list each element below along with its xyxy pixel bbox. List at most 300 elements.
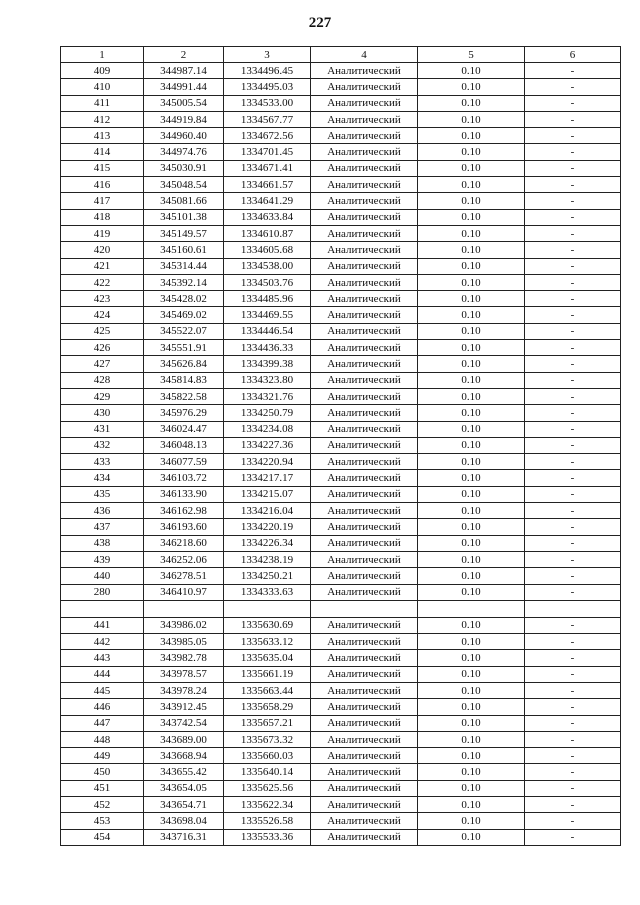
table-row [61, 617, 621, 633]
table-cell: 343985.05 [144, 634, 224, 650]
table-row [61, 634, 621, 650]
table-cell: 421 [61, 258, 144, 274]
table-cell: - [525, 829, 621, 845]
table-cell: - [525, 258, 621, 274]
table-cell: - [525, 764, 621, 780]
table-cell: Аналитический [311, 503, 418, 519]
table-cell: 346252.06 [144, 551, 224, 567]
table-cell: 1335533.36 [224, 829, 311, 845]
table-cell: 345005.54 [144, 95, 224, 111]
table-cell: - [525, 568, 621, 584]
table-cell: 0.10 [418, 95, 525, 111]
table-cell: 345976.29 [144, 405, 224, 421]
table-cell: - [525, 388, 621, 404]
table-cell: 0.10 [418, 177, 525, 193]
table-cell: 345428.02 [144, 291, 224, 307]
table-cell: 1334495.03 [224, 79, 311, 95]
table-cell: 1334485.96 [224, 291, 311, 307]
table-cell: 1334215.07 [224, 486, 311, 502]
table-cell: 346103.72 [144, 470, 224, 486]
table-cell: 344919.84 [144, 111, 224, 127]
table-cell: Аналитический [311, 388, 418, 404]
table-row [61, 682, 621, 698]
table-cell: - [525, 79, 621, 95]
table-cell: 0.10 [418, 356, 525, 372]
table-cell: 1334610.87 [224, 225, 311, 241]
table-cell: Аналитический [311, 551, 418, 567]
table-cell: 0.10 [418, 829, 525, 845]
table-cell: 343689.00 [144, 731, 224, 747]
table-cell: 438 [61, 535, 144, 551]
table-cell: 345469.02 [144, 307, 224, 323]
table-cell: 0.10 [418, 111, 525, 127]
table-cell: 345551.91 [144, 340, 224, 356]
table-row [61, 274, 621, 290]
table-cell: 0.10 [418, 813, 525, 829]
table-row [61, 209, 621, 225]
table-cell: 345048.54 [144, 177, 224, 193]
table-cell: Аналитический [311, 274, 418, 290]
table-cell: - [525, 731, 621, 747]
table-cell: Аналитический [311, 258, 418, 274]
table-cell: 343912.45 [144, 699, 224, 715]
table-cell: 1334250.79 [224, 405, 311, 421]
table-cell: 418 [61, 209, 144, 225]
table-cell: - [525, 634, 621, 650]
table-cell: Аналитический [311, 323, 418, 339]
table-cell: 345030.91 [144, 160, 224, 176]
table-cell: 343986.02 [144, 617, 224, 633]
table-row [61, 764, 621, 780]
empty-cell [61, 600, 144, 617]
table-row [61, 519, 621, 535]
table-cell: 0.10 [418, 274, 525, 290]
table-cell: 1334503.76 [224, 274, 311, 290]
table-cell: 1334605.68 [224, 242, 311, 258]
table-cell: - [525, 666, 621, 682]
table-cell: - [525, 242, 621, 258]
table-cell: 0.10 [418, 193, 525, 209]
table-cell: 0.10 [418, 128, 525, 144]
table-cell: 0.10 [418, 405, 525, 421]
table-cell: 442 [61, 634, 144, 650]
table-cell: 448 [61, 731, 144, 747]
table-cell: 1334333.63 [224, 584, 311, 600]
table-cell: 1335526.58 [224, 813, 311, 829]
table-cell: 437 [61, 519, 144, 535]
table-cell: 0.10 [418, 209, 525, 225]
table-cell: - [525, 715, 621, 731]
table-cell: 0.10 [418, 388, 525, 404]
table-row [61, 128, 621, 144]
table-cell: - [525, 405, 621, 421]
table-cell: 417 [61, 193, 144, 209]
table-cell: 0.10 [418, 340, 525, 356]
table-cell: 1334641.29 [224, 193, 311, 209]
table-body [61, 63, 621, 846]
table-cell: 441 [61, 617, 144, 633]
table-cell: 409 [61, 63, 144, 79]
table-row [61, 160, 621, 176]
table-cell: - [525, 584, 621, 600]
table-row [61, 829, 621, 845]
header-row [61, 47, 621, 63]
column-header: 5 [418, 47, 525, 63]
table-row [61, 323, 621, 339]
table-row [61, 568, 621, 584]
table-cell: - [525, 551, 621, 567]
table-row [61, 748, 621, 764]
table-cell: - [525, 177, 621, 193]
table-cell: 410 [61, 79, 144, 95]
table-cell: 0.10 [418, 568, 525, 584]
table-cell: 439 [61, 551, 144, 567]
table-cell: 1335663.44 [224, 682, 311, 698]
table-row [61, 177, 621, 193]
table-cell: 435 [61, 486, 144, 502]
table-cell: 1334220.94 [224, 454, 311, 470]
table-cell: 0.10 [418, 323, 525, 339]
table-cell: 425 [61, 323, 144, 339]
table-cell: - [525, 699, 621, 715]
table-cell: Аналитический [311, 79, 418, 95]
table-cell: 416 [61, 177, 144, 193]
table-cell: - [525, 340, 621, 356]
table-cell: 1334701.45 [224, 144, 311, 160]
table-cell: 1334220.19 [224, 519, 311, 535]
table-cell: 428 [61, 372, 144, 388]
table-row [61, 225, 621, 241]
table-cell: Аналитический [311, 682, 418, 698]
table-cell: - [525, 209, 621, 225]
table-cell: 432 [61, 437, 144, 453]
table-cell: - [525, 650, 621, 666]
table-cell: - [525, 95, 621, 111]
table-cell: Аналитический [311, 63, 418, 79]
table-row [61, 291, 621, 307]
table-cell: - [525, 193, 621, 209]
table-cell: 280 [61, 584, 144, 600]
table-cell: 1335625.56 [224, 780, 311, 796]
table-row [61, 356, 621, 372]
table-cell: 343654.71 [144, 797, 224, 813]
column-header: 4 [311, 47, 418, 63]
table-row [61, 699, 621, 715]
table-cell: 343978.57 [144, 666, 224, 682]
table-cell: 444 [61, 666, 144, 682]
table-row [61, 454, 621, 470]
table-row [61, 95, 621, 111]
table-cell: 412 [61, 111, 144, 127]
table-cell: 1334227.36 [224, 437, 311, 453]
table-cell: 426 [61, 340, 144, 356]
table-cell: 1334217.17 [224, 470, 311, 486]
table-cell: - [525, 503, 621, 519]
table-cell: 0.10 [418, 258, 525, 274]
table-cell: 0.10 [418, 291, 525, 307]
empty-cell [418, 600, 525, 617]
table-cell: 415 [61, 160, 144, 176]
table-cell: 345314.44 [144, 258, 224, 274]
table-cell: 1334238.19 [224, 551, 311, 567]
table-row [61, 242, 621, 258]
table-row [61, 584, 621, 600]
table-cell: Аналитический [311, 584, 418, 600]
table-cell: - [525, 454, 621, 470]
table-cell: 346218.60 [144, 535, 224, 551]
table-row [61, 372, 621, 388]
table-cell: 445 [61, 682, 144, 698]
table-cell: Аналитический [311, 160, 418, 176]
table-cell: - [525, 225, 621, 241]
table-cell: - [525, 160, 621, 176]
table-cell: 346410.97 [144, 584, 224, 600]
table-cell: 0.10 [418, 486, 525, 502]
table-cell: 1335630.69 [224, 617, 311, 633]
table-cell: - [525, 356, 621, 372]
table-cell: Аналитический [311, 535, 418, 551]
table-cell: Аналитический [311, 715, 418, 731]
column-header: 6 [525, 47, 621, 63]
table-cell: 0.10 [418, 470, 525, 486]
table-cell: Аналитический [311, 617, 418, 633]
table-cell: 420 [61, 242, 144, 258]
table-cell: - [525, 128, 621, 144]
table-cell: Аналитический [311, 699, 418, 715]
table-cell: 422 [61, 274, 144, 290]
table-cell: - [525, 372, 621, 388]
table-cell: 0.10 [418, 63, 525, 79]
column-header: 3 [224, 47, 311, 63]
table-cell: 424 [61, 307, 144, 323]
table-cell: 0.10 [418, 372, 525, 388]
table-cell: 446 [61, 699, 144, 715]
table-cell: 0.10 [418, 437, 525, 453]
table-cell: 346193.60 [144, 519, 224, 535]
table-cell: Аналитический [311, 421, 418, 437]
table-row [61, 666, 621, 682]
table-cell: 343716.31 [144, 829, 224, 845]
table-cell: 346162.98 [144, 503, 224, 519]
table-row [61, 731, 621, 747]
empty-cell [144, 600, 224, 617]
table-cell: 1335640.14 [224, 764, 311, 780]
table-cell: 0.10 [418, 715, 525, 731]
table-cell: 344960.40 [144, 128, 224, 144]
table-cell: 1334672.56 [224, 128, 311, 144]
table-cell: 452 [61, 797, 144, 813]
table-cell: Аналитический [311, 95, 418, 111]
table-cell: 1334533.00 [224, 95, 311, 111]
table-cell: Аналитический [311, 813, 418, 829]
table-cell: 345814.83 [144, 372, 224, 388]
table-row [61, 307, 621, 323]
table-cell: Аналитический [311, 111, 418, 127]
table-row [61, 650, 621, 666]
table-cell: - [525, 421, 621, 437]
table-cell: 345522.07 [144, 323, 224, 339]
table-row [61, 63, 621, 79]
table-cell: 343655.42 [144, 764, 224, 780]
table-cell: Аналитический [311, 797, 418, 813]
table-cell: 443 [61, 650, 144, 666]
table-cell: 1334567.77 [224, 111, 311, 127]
table-cell: 440 [61, 568, 144, 584]
empty-cell [224, 600, 311, 617]
table-row [61, 486, 621, 502]
table-cell: 0.10 [418, 634, 525, 650]
table-cell: 343982.78 [144, 650, 224, 666]
table-cell: 413 [61, 128, 144, 144]
table-cell: 414 [61, 144, 144, 160]
column-header: 1 [61, 47, 144, 63]
table-cell: 1335661.19 [224, 666, 311, 682]
table-cell: Аналитический [311, 764, 418, 780]
table-cell: - [525, 682, 621, 698]
table-row [61, 780, 621, 796]
table-cell: 343978.24 [144, 682, 224, 698]
table-cell: 1335622.34 [224, 797, 311, 813]
table-cell: 1334321.76 [224, 388, 311, 404]
table-cell: 0.10 [418, 682, 525, 698]
table-row [61, 797, 621, 813]
table-cell: 345149.57 [144, 225, 224, 241]
table-row [61, 258, 621, 274]
table-cell: Аналитический [311, 437, 418, 453]
table-cell: 0.10 [418, 421, 525, 437]
table-cell: - [525, 617, 621, 633]
table-cell: 0.10 [418, 144, 525, 160]
table-cell: Аналитический [311, 128, 418, 144]
table-cell: Аналитический [311, 519, 418, 535]
table-cell: 0.10 [418, 650, 525, 666]
table-cell: 344987.14 [144, 63, 224, 79]
table-cell: Аналитический [311, 470, 418, 486]
table-cell: Аналитический [311, 144, 418, 160]
table-cell: Аналитический [311, 405, 418, 421]
table-cell: 0.10 [418, 454, 525, 470]
table-cell: 1334633.84 [224, 209, 311, 225]
coordinates-table [60, 46, 621, 846]
table-row [61, 535, 621, 551]
table-cell: 1335660.03 [224, 748, 311, 764]
table-cell: 1335657.21 [224, 715, 311, 731]
table-cell: Аналитический [311, 356, 418, 372]
page-number: 227 [308, 15, 332, 31]
table-cell: 450 [61, 764, 144, 780]
table-cell: 454 [61, 829, 144, 845]
table-cell: Аналитический [311, 307, 418, 323]
table-cell: 449 [61, 748, 144, 764]
table-cell: Аналитический [311, 340, 418, 356]
table-cell: 346024.47 [144, 421, 224, 437]
table-cell: - [525, 437, 621, 453]
table-cell: 1335635.04 [224, 650, 311, 666]
table-cell: 0.10 [418, 699, 525, 715]
table-row [61, 193, 621, 209]
table-cell: - [525, 144, 621, 160]
table-cell: 0.10 [418, 79, 525, 95]
table-cell: 345160.61 [144, 242, 224, 258]
table-cell: 0.10 [418, 797, 525, 813]
table-cell: 346077.59 [144, 454, 224, 470]
table-cell: 0.10 [418, 731, 525, 747]
table-cell: Аналитический [311, 486, 418, 502]
table-cell: 1334469.55 [224, 307, 311, 323]
empty-cell [525, 600, 621, 617]
table-cell: Аналитический [311, 568, 418, 584]
table-row [61, 79, 621, 95]
table-cell: Аналитический [311, 634, 418, 650]
table-cell: 0.10 [418, 584, 525, 600]
table-cell: - [525, 470, 621, 486]
table-cell: 433 [61, 454, 144, 470]
table-cell: 429 [61, 388, 144, 404]
table-cell: Аналитический [311, 209, 418, 225]
table-cell: 1334226.34 [224, 535, 311, 551]
group-separator-row [61, 600, 621, 617]
table-cell: Аналитический [311, 748, 418, 764]
table-cell: 1334446.54 [224, 323, 311, 339]
table-cell: - [525, 274, 621, 290]
table-cell: Аналитический [311, 242, 418, 258]
table-cell: 0.10 [418, 519, 525, 535]
table-cell: 1335658.29 [224, 699, 311, 715]
table-cell: 1334436.33 [224, 340, 311, 356]
table-cell: Аналитический [311, 372, 418, 388]
table-cell: 434 [61, 470, 144, 486]
table-cell: 345822.58 [144, 388, 224, 404]
table-cell: 430 [61, 405, 144, 421]
table-cell: 0.10 [418, 225, 525, 241]
table-row [61, 437, 621, 453]
table-cell: 0.10 [418, 748, 525, 764]
table-cell: 0.10 [418, 160, 525, 176]
table-cell: 0.10 [418, 551, 525, 567]
table-cell: 345081.66 [144, 193, 224, 209]
table-cell: - [525, 748, 621, 764]
table-cell: - [525, 780, 621, 796]
table-cell: Аналитический [311, 666, 418, 682]
table-cell: 345392.14 [144, 274, 224, 290]
table-cell: 1334234.08 [224, 421, 311, 437]
table-cell: 431 [61, 421, 144, 437]
empty-cell [311, 600, 418, 617]
table-cell: 345101.38 [144, 209, 224, 225]
table-cell: 419 [61, 225, 144, 241]
table-cell: 346278.51 [144, 568, 224, 584]
table-cell: - [525, 797, 621, 813]
table-cell: 346048.13 [144, 437, 224, 453]
table-cell: 344974.76 [144, 144, 224, 160]
table-cell: 453 [61, 813, 144, 829]
table-cell: Аналитический [311, 650, 418, 666]
table-cell: - [525, 486, 621, 502]
table-cell: - [525, 323, 621, 339]
table-row [61, 388, 621, 404]
table-row [61, 715, 621, 731]
table-cell: Аналитический [311, 193, 418, 209]
table-cell: 0.10 [418, 764, 525, 780]
table-row [61, 340, 621, 356]
table-cell: - [525, 307, 621, 323]
table-cell: 346133.90 [144, 486, 224, 502]
table-row [61, 470, 621, 486]
table-row [61, 551, 621, 567]
table-cell: 1335633.12 [224, 634, 311, 650]
table-cell: 451 [61, 780, 144, 796]
table-cell: 344991.44 [144, 79, 224, 95]
